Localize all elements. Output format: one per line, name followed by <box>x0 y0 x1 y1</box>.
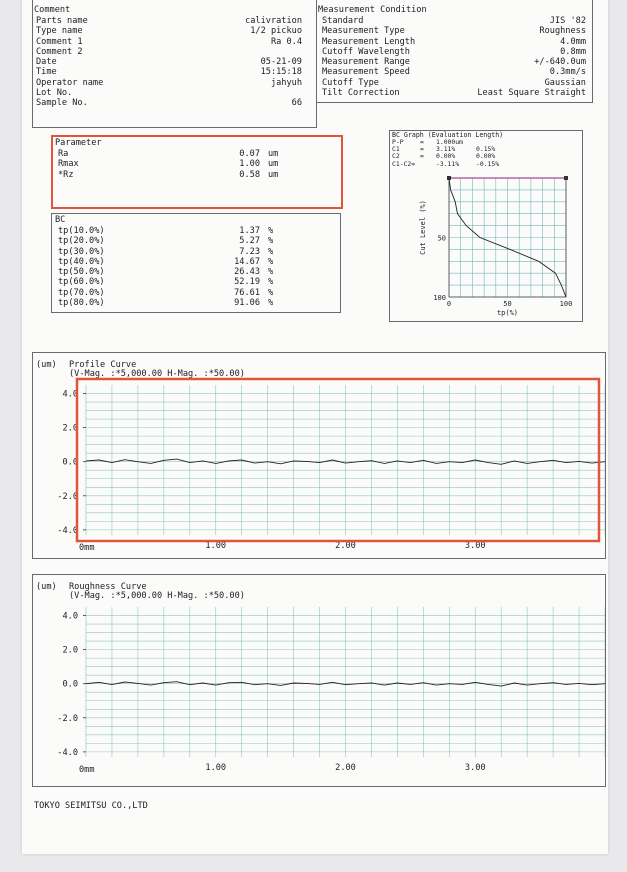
row-value: 0.07 <box>239 149 260 159</box>
x-origin-label: 0mm <box>79 765 95 775</box>
row-value: 14.67 <box>234 256 260 267</box>
row-value: Gaussian <box>544 77 586 88</box>
row-value: 05-21-09 <box>260 57 302 68</box>
row-value: 76.61 <box>234 287 260 298</box>
table-row <box>58 236 288 246</box>
table-row <box>36 88 302 98</box>
row-label: Lot No. <box>36 88 73 99</box>
table-row <box>322 78 586 88</box>
table-row <box>58 226 288 236</box>
row-label: tp(10.0%) <box>58 226 105 236</box>
row-value: 4.0mm <box>560 36 586 47</box>
row-label: Standard <box>322 16 364 26</box>
row-label: Parts name <box>36 16 88 26</box>
row-label: Measurement Range <box>322 57 410 68</box>
row-value: Roughness <box>539 26 586 37</box>
footer-company: TOKYO SEIMITSU CO.,LTD <box>34 801 148 811</box>
row-value: 7.23 <box>239 246 260 257</box>
report-sheet <box>22 0 608 854</box>
row-value: 0.8mm <box>560 46 586 57</box>
parameter-title: Parameter <box>55 138 102 148</box>
y-axis-label: Cut Level (%) <box>419 200 427 255</box>
row-label: Measurement Length <box>322 36 416 47</box>
curve-title: Profile Curve <box>69 360 137 370</box>
table-row <box>322 57 586 67</box>
table-row <box>322 26 586 36</box>
bc-legend-v2: 0.15% <box>476 145 496 154</box>
bc-legend-label: C1 <box>392 145 400 154</box>
y-tick-label: -4.0 <box>57 747 78 758</box>
row-value: calivration <box>245 16 302 26</box>
x-origin-label: 0mm <box>79 543 95 553</box>
row-unit: % <box>268 277 274 288</box>
measurement-table <box>322 16 586 98</box>
row-label: Comment 2 <box>36 46 83 57</box>
x-tick-label: 1.00 <box>205 541 227 551</box>
table-row <box>322 47 586 57</box>
table-row <box>36 78 302 88</box>
row-label: tp(20.0%) <box>58 236 105 247</box>
table-row <box>36 26 302 36</box>
table-row <box>58 298 288 308</box>
y-tick-label: 2.0 <box>62 645 78 656</box>
table-row <box>58 170 288 180</box>
bc-legend-v1: 1.000um <box>436 138 463 146</box>
bc-graph-title: BC Graph (Evaluation Length) <box>392 131 504 139</box>
row-value: 66 <box>291 98 302 109</box>
bc-legend-v2: 0.00% <box>476 152 496 161</box>
row-value: jahyuh <box>270 77 302 88</box>
row-value: 0.3mm/s <box>549 67 586 78</box>
row-unit: um <box>268 159 279 170</box>
row-label: tp(70.0%) <box>58 287 105 298</box>
bc-legend-eq: = <box>420 152 424 161</box>
unit-label: (um) <box>36 582 57 592</box>
bc-legend-label: C1-C2= <box>392 159 416 168</box>
row-value: 15:15:18 <box>260 67 302 78</box>
y-tick-label: 0.0 <box>62 679 78 690</box>
bc-legend-label: P-P <box>392 138 404 146</box>
row-value: 26.43 <box>234 267 260 278</box>
y-tick-label: 2.0 <box>62 423 78 434</box>
row-label: Ra <box>58 149 69 159</box>
table-row <box>322 16 586 26</box>
table-row <box>36 67 302 77</box>
bc-legend-v1: 3.11% <box>436 145 456 154</box>
row-unit: um <box>268 169 279 180</box>
row-unit: % <box>268 236 274 247</box>
roughness-curve-plot <box>32 574 605 786</box>
profile-curve-plot <box>32 352 605 558</box>
row-value: 52.19 <box>234 277 260 288</box>
bc-title: BC <box>55 215 66 225</box>
table-row <box>322 88 586 98</box>
table-row <box>58 267 288 277</box>
row-unit: % <box>268 267 274 278</box>
bc-legend-v1: -3.11% <box>436 159 460 168</box>
table-row <box>58 247 288 257</box>
row-value: Ra 0.4 <box>270 36 302 47</box>
y-tick-label: -2.0 <box>57 713 78 724</box>
y-tick-label: 100 <box>433 294 446 302</box>
highlight-frame <box>77 379 599 541</box>
x-tick-label: 3.00 <box>464 763 486 773</box>
x-tick-label: 2.00 <box>335 541 356 551</box>
row-unit: % <box>268 256 274 267</box>
x-tick-label: 100 <box>559 300 573 308</box>
x-tick-label: 3.00 <box>464 541 486 551</box>
row-label: Rmax <box>58 159 79 170</box>
table-row <box>58 288 288 298</box>
bc-legend-eq: = <box>420 138 424 146</box>
row-label: *Rz <box>58 169 74 180</box>
table-row <box>36 98 302 108</box>
row-label: Operator name <box>36 77 104 88</box>
table-row <box>58 257 288 267</box>
measurement-title: Measurement Condition <box>318 5 427 15</box>
bc-legend-label: C2 <box>392 152 400 161</box>
table-row <box>36 37 302 47</box>
x-tick-label: 1.00 <box>205 763 227 773</box>
table-row <box>322 67 586 77</box>
row-unit: % <box>268 287 274 298</box>
row-value: 5.27 <box>239 236 260 247</box>
row-label: Date <box>36 57 57 68</box>
row-label: Measurement Type <box>322 26 405 37</box>
x-tick-label: 0 <box>446 300 452 308</box>
row-label: Type name <box>36 26 83 37</box>
row-unit: % <box>268 226 274 236</box>
comment-title: Comment <box>34 5 71 15</box>
curve-subtitle: (V-Mag. :*5,000.00 H-Mag. :*50.00) <box>69 369 245 379</box>
row-label: tp(50.0%) <box>58 267 105 278</box>
row-label: Cutoff Type <box>322 77 379 88</box>
row-label: tp(80.0%) <box>58 298 105 309</box>
c1-marker-right <box>564 176 568 180</box>
row-label: Measurement Speed <box>322 67 410 78</box>
row-label: tp(40.0%) <box>58 256 105 267</box>
row-value: 91.06 <box>234 298 260 309</box>
x-tick-label: 50 <box>503 300 512 308</box>
row-label: Tilt Correction <box>322 88 400 99</box>
y-tick-label: -4.0 <box>57 525 78 536</box>
table-row <box>36 16 302 26</box>
row-value: 1/2 pickuo <box>250 26 302 37</box>
parameter-table <box>58 149 288 180</box>
table-row <box>36 57 302 67</box>
y-tick-label: 4.0 <box>62 611 78 622</box>
curve-subtitle: (V-Mag. :*5,000.00 H-Mag. :*50.00) <box>69 591 245 601</box>
x-axis-label: tp(%) <box>496 309 519 317</box>
y-tick-label: -2.0 <box>57 491 78 502</box>
y-tick-label: 50 <box>437 234 446 243</box>
row-value: JIS '82 <box>549 16 586 26</box>
table-row <box>322 37 586 47</box>
bc-graph-plot <box>389 130 582 321</box>
row-label: tp(60.0%) <box>58 277 105 288</box>
row-value: Least Square Straight <box>477 88 586 99</box>
bc-legend-v2: -0.15% <box>476 159 500 168</box>
row-label: tp(30.0%) <box>58 246 105 257</box>
row-label: Time <box>36 67 57 78</box>
bc-legend-eq: = <box>420 145 424 154</box>
comment-table <box>36 16 302 109</box>
table-row <box>58 159 288 169</box>
row-label: Comment 1 <box>36 36 83 47</box>
row-label: Cutoff Wavelength <box>322 46 410 57</box>
table-row <box>58 149 288 159</box>
bc-table <box>58 226 288 308</box>
row-unit: % <box>268 246 274 257</box>
x-tick-label: 2.00 <box>335 763 356 773</box>
row-label: Sample No. <box>36 98 88 109</box>
unit-label: (um) <box>36 360 57 370</box>
row-value: 1.37 <box>239 226 260 236</box>
table-row <box>36 47 302 57</box>
row-value: 1.00 <box>239 159 260 170</box>
row-value: 0.58 <box>239 169 260 180</box>
row-unit: um <box>268 149 279 159</box>
y-tick-label: 0.0 <box>62 457 78 468</box>
row-value: +/-640.0um <box>534 57 586 68</box>
table-row <box>58 277 288 287</box>
y-tick-label: 4.0 <box>62 389 78 400</box>
bc-legend-v1: 0.00% <box>436 152 456 161</box>
row-unit: % <box>268 298 274 309</box>
curve-title: Roughness Curve <box>69 582 147 592</box>
